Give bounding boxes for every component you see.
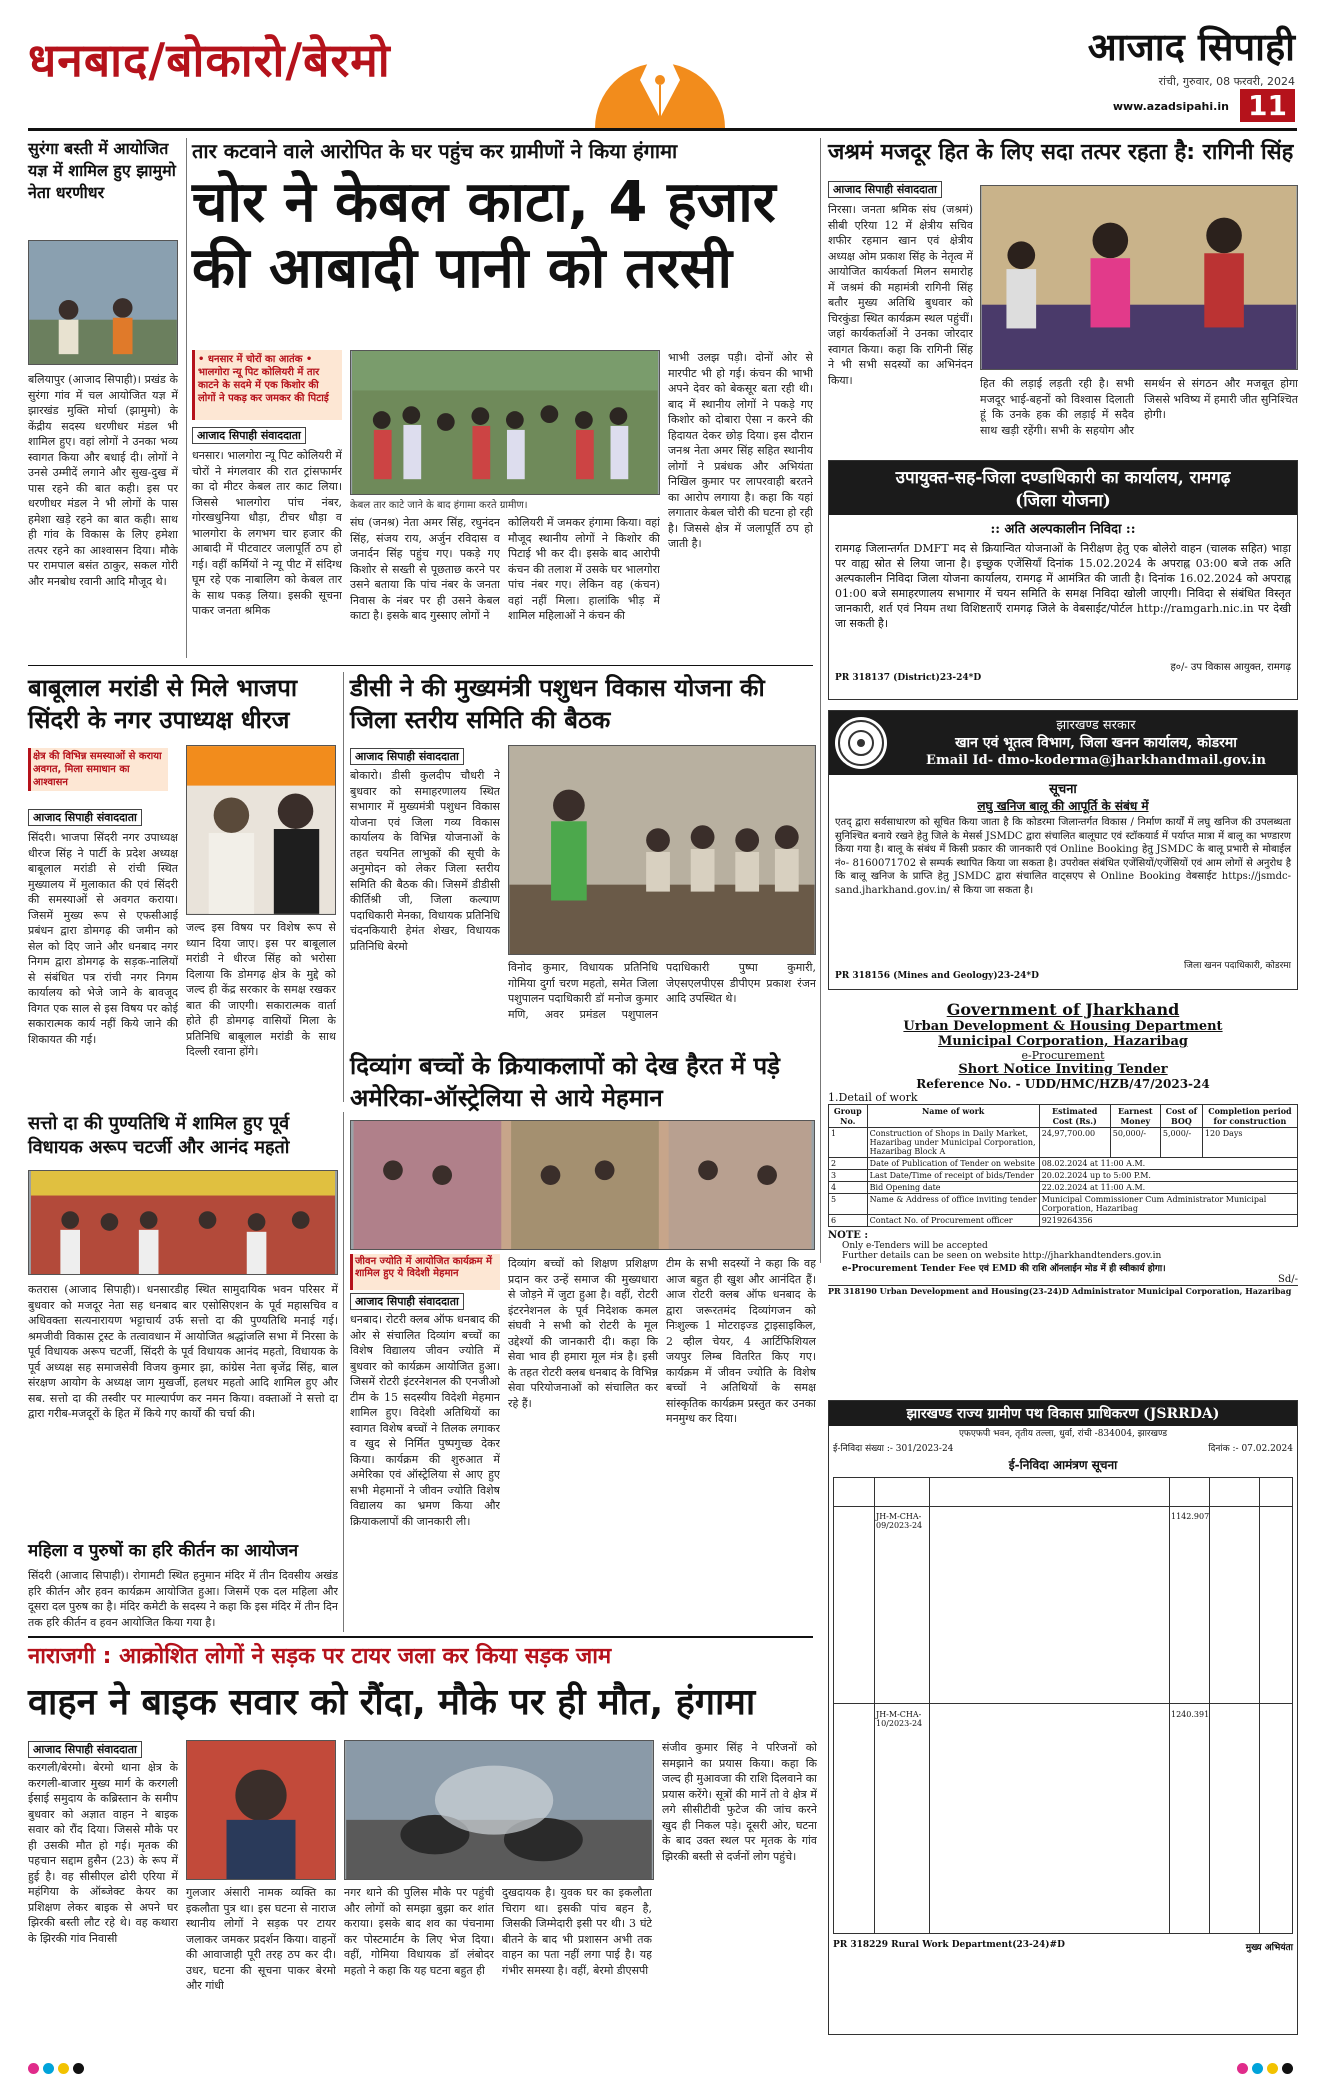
jashramm-byline-wrap [828, 178, 942, 201]
ad-hz-detail: 1.Detail of work [828, 1091, 918, 1104]
ad-hz-td: 120 Days [1202, 1128, 1297, 1158]
pashudhan-headline: डीसी ने की मुख्यमंत्री पशुधन विकास योजना की जिला स्तरीय समिति की बैठक [350, 674, 765, 734]
pashudhan-byline-wrap [350, 745, 464, 768]
story-surunga [28, 138, 178, 204]
color-dot [73, 2063, 84, 2074]
ad-jsrrda-address: एफएफपी भवन, तृतीय तल्ला, धुर्वा, रांची -834004, झारखण्ड [958, 1429, 1168, 1439]
color-dot [1237, 2063, 1248, 2074]
ad-hz-td: 9219264356 [1039, 1215, 1297, 1227]
column-divider [820, 138, 821, 1263]
color-dot [1252, 2063, 1263, 2074]
satto-body: कतरास (आजाद सिपाही)। धनसारडीह स्थित सामुदायिक भवन परिसर में बुधवार को मजदूर नेता सह धनबाद बार एसोसिएशन के पूर्व महासचिव व अधिवक्ता सत्यनारायण भट्टाचार्य उर्फ सत्तो दा की पुण्यतिथि मनाई गई। श्रमजीवी विकास ट्रस्ट के तत्वावधान में आयोजित श्रद्धांजलि सभा में निरसा के पूर्व विधायक अरूप चटर्जी, सिंदरी के पूर्व विधायक आनंद महतो, विधायक के पूर्व अध्यक्ष सह समाजसेवी विजय कुमार झा, कांग्रेस नेता बृजेंद्र सिंह, बाल संरक्षण आयोग के अध्यक्ष जाग मुखर्जी, हलधर महतो आदि शामिल हुए और सब. सत्तो दा की तस्वीर पर माल्यार्पण कर नमन किया। वक्ताओं ने सत्तो दा द्वारा गरीब-मजदूरों के हित में किये गए कार्यों की चर्चा की। [28, 1283, 338, 1420]
ad-koderma-body: एतद् द्वारा सर्वसाधारण को सूचित किया जाता है कि कोडरमा जिलान्तर्गत विकास / निर्माण कार्यों में लघु खनिज की उपलब्धता सुनिश्चित बनाये रखने हेतु जिले के मेसर्स JSMDC द्वारा संचालित बालूघाट एवं स्टॉकयार्ड में पर्याप्त मात्रा में बालू का भण्डारण किया गया है। बालू के संबंध में किसी प्रकार की जानकारी एवं Online Booking हेतु JSMDC के बालू प्रभारी से मोबाईल नं०- 8160071702 से सम्पर्क स्थापित किया जा सकता है। उपरोक्त संबंधित एजेंसियों/एजेंसियों एवं आम लोगों से अनुरोध है कि बालू खनिज के प्राप्ति हेतु JSMDC द्वारा संचालित वाट्सएप से Online Booking वेबसाईट https://jsmdc-sand.jharkhand.gov.in/ से किया जा सकता है। [835, 817, 1291, 896]
ad-jsrrda-col [834, 1478, 875, 1933]
ad-koderma-pr: PR 318156 (Mines and Geology)23-24*D [835, 971, 1039, 981]
section-rule [28, 665, 813, 666]
ad-ramgarh-title [829, 461, 1297, 515]
ad-hz-th: Estimated Cost (Rs.) [1039, 1105, 1110, 1128]
lead-byline-wrap [192, 424, 306, 447]
marandi-byline: आजाद सिपाही संवाददाता [28, 809, 142, 826]
america-byline: आजाद सिपाही संवाददाता [350, 1293, 464, 1310]
jashramm-headline: जश्रमं मजदूर हित के लिए सदा तत्पर रहता है: रागिनी सिंह [828, 140, 1294, 165]
lead-col2: संघ (जनश्र) नेता अमर सिंह, रघुनंदन सिंह, संजय राय, अर्जुन रविदास व जनार्दन सिंह पहुंच गए। पकड़े गए किशोर से सख्ती से पूछताछ करने पर उसने बताया कि पांच नंबर के जनता निवास के नंबर पर ही उसने केबल काटा है। इसके बाद गुस्साए लोगों ने [350, 516, 500, 622]
column-divider [186, 138, 187, 658]
ad-hz-note: e-Procurement Tender Fee एवं EMD की राशि ऑनलाईन मोड में ही स्वीकार्य होगा। [842, 1264, 1166, 1274]
color-dot [1267, 2063, 1278, 2074]
ad-jsrrda-table [833, 1477, 1293, 1934]
ad-hz-ref: Reference No. - UDD/HMC/HZB/47/2023-24 [916, 1077, 1210, 1091]
column-divider [343, 672, 344, 1102]
ad-hz-td: 08.02.2024 at 11:00 A.M. [1039, 1158, 1297, 1170]
ad-jsrrda-row [834, 1703, 1292, 1704]
ad-jsrrda-ref: ई-निविदा संख्या :- 301/2023-24 [833, 1444, 954, 1454]
accident-byline: आजाद सिपाही संवाददाता [28, 1741, 142, 1758]
ad-hz-td: 22.02.2024 at 11:00 A.M. [1039, 1182, 1297, 1194]
ad-hz-td: 5,000/- [1160, 1128, 1202, 1158]
ad-hz-td: 50,000/- [1110, 1128, 1160, 1158]
nib-logo [585, 18, 735, 128]
section-rule [28, 1636, 813, 1638]
masthead [1035, 24, 1295, 122]
ad-hz-td: 20.02.2024 up to 5:00 P.M. [1039, 1170, 1297, 1182]
ad-hz-footer: PR 318190 Urban Development and Housing(23-24)D Administrator Municipal Corporation, Hazaribag [828, 1285, 1298, 1296]
kirtan-headline: महिला व पुरुषों का हरि कीर्तन का आयोजन [28, 1541, 299, 1561]
color-dot [43, 2063, 54, 2074]
accident-col1: करगली/बेरमो। बेरमो थाना क्षेत्र के करगली-बाजार मुख्य मार्ग के करगली ईसाई समुदाय के कब्रिस्तान के समीप बुधवार को अज्ञात वाहन ने बाइक सवार को रौंद दिया। जिससे मौके पर ही उसकी मौत हो गई। मृतक की पहचान सद्दाम हुसैन (23) के रूप में हुई है। वह सीसीएल ढोरी एरिया में महंगिया के ऑब्जेक्ट केयर का प्रशिक्षण लेकर बाइक से अपने घर झिरकी बस्ती लौट रहे थे। वह कथारा के झिरकी गांव निवासी [28, 1761, 178, 1945]
ad-ramgarh [828, 460, 1298, 700]
ad-hz-td: Municipal Commissioner Cum Administrator Municipal Corporation, Hazaribag [1039, 1194, 1297, 1215]
ad-jsrrda-amount: 1142.907 [1171, 1512, 1210, 1521]
marandi-photo [186, 745, 336, 915]
pashudhan-body: बोकारो। डीसी कुलदीप चौधरी ने बुधवार को समाहरणालय स्थित सभागार में मुख्यमंत्री पशुधन विकास योजना एवं जिला गव्य विकास कार्यालय के विभिन्न योजनाओं के तहत चयनित लाभुकों की सूची के अनुमोदन को लेकर जिला स्तरीय समिति की बैठक की। जिसमें डीडीसी कीर्तिश्री जी, जिला कल्याण पदाधिकारी मेनका, विधायक प्रतिनिधि चंदनकियारी हेमंत शेखर, विधायक प्रतिनिधि बेरमो [350, 769, 500, 953]
ad-hz-table [828, 1104, 1298, 1227]
accident-col5: संजीव कुमार सिंह ने परिजनों को समझाने का प्रयास किया। कहा कि जल्द ही मुआवजा की राशि दिलवाने का प्रयास करेंगे। सूत्रों की मानें तो वे क्षेत्र में लगे सीसीटीवी फुटेज की जांच करने खुद ही निकल पड़े। दूसरी ओर, घटना के बाद उक्त स्थल पर मृतक के गांव झिरकी बस्ती से दर्जनों लोग पहुंचे। [662, 1741, 817, 1863]
ad-jsrrda-footer-line [829, 1938, 1297, 1955]
story-surunga-body: बलियापुर (आजाद सिपाही)। प्रखंड के सुरंगा गांव में चल आयोजित यज्ञ में झारखंड मुक्ति मोर्चा (झामुमो) के केंद्रीय सदस्य धरणीधर मंडल भी शामिल हुए। वहां लोगों ने उनका भव्य स्वागत किया और बधाई दी। लोगों ने उनसे उम्मीदें लगाने और सुख-दुख में पास रहने की बात कही। इस पर धरणीधर मंडल ने भी लोगों के पास हमेशा खड़े रहने का बात कही। साथ ही गांव के विकास के लिए हमेशा तत्पर रहने का आश्वासन दिया। मौके पर रामपाल बसंत ठाकुर, सकल गोरी और मनबोध रवानी आदि मौजूद थे। [28, 373, 178, 588]
ad-koderma-notice: सूचना [1049, 782, 1077, 797]
ad-hz-td: Contact No. of Procurement officer [867, 1215, 1039, 1227]
ad-ramgarh-body: रामगढ़ जिलान्तर्गत DMFT मद से क्रियान्वित योजनाओं के निरीक्षण हेतु एक बोलेरो वाहन (चालक सहित) भाड़ा पर वाह्य स्रोत से लिया जाना है। इच्छुक एजेंसियाँ दिनांक 15.02.2024 के अपराह्न 03:00 बजे तक अति अल्पकालीन निविदा जिला योजना कार्यालय, रामगढ़ में आमंत्रित की जाती है। दिनांक 16.02.2024 को अपराह्न 01:00 बजे समाहरणालय सभागार में चयन समिति के समक्ष निविदा खोली जाएगी। निविदा से संबंधित विस्तृत जानकारी, शर्त एवं नियम तथा विशिष्टताएँ रामगढ़ जिले के वेबसाईट/पोर्टल http://ramgarh.nic.in पर देखी जा सकती है। [835, 542, 1291, 630]
ad-hz-td: 6 [829, 1215, 868, 1227]
ad-hz-note: Only e-Tenders will be accepted [842, 1241, 988, 1251]
jharkhand-emblem-icon [835, 717, 887, 769]
ad-hz-sign: Sd/- [1278, 1274, 1298, 1285]
footer-dots-right [1237, 2059, 1297, 2073]
ad-hz-dept: Urban Development & Housing Department [903, 1019, 1223, 1034]
america-photo [350, 1120, 815, 1250]
ad-koderma-header [829, 711, 1297, 775]
ad-hz-td: Name & Address of office inviting tender [867, 1194, 1039, 1215]
jashramm-photo [980, 185, 1298, 370]
ad-jsrrda-col [874, 1478, 930, 1933]
ad-ramgarh-title-text: उपायुक्त-सह-जिला दण्डाधिकारी का कार्यालय, रामगढ़ [895, 468, 1231, 488]
ad-hz-td: 3 [829, 1170, 868, 1182]
ad-hz-td: 4 [829, 1182, 868, 1194]
ad-hz-th: Name of work [867, 1105, 1039, 1128]
accident-kicker-label: नाराजगी : [28, 1644, 112, 1669]
ad-koderma [828, 710, 1298, 990]
ad-hz-td: 1 [829, 1128, 868, 1158]
pashudhan-body2: विनोद कुमार, विधायक प्रतिनिधि गोमिया दुर्गा चरण महतो, समेत जिला पशुपालन पदाधिकारी डॉ मनोज कुमार मणि, अवर प्रमंडल पशुपालन पदाधिकारी पुष्पा कुमारी, जेएसएलपीएस डीपीएम प्रकाश रंजन आदि उपस्थित थे। [508, 961, 816, 1021]
ad-ramgarh-subtitle: (जिला योजना) [1015, 491, 1111, 511]
ad-jsrrda-amount: 1240.391 [1171, 1710, 1210, 1719]
ad-hz-td: 2 [829, 1158, 868, 1170]
ad-hz-td: Date of Publication of Tender on website [867, 1158, 1039, 1170]
ad-hz-td: Construction of Shops in Daily Market, Hazaribag under Municipal Corporation, Hazaribag Block A [867, 1128, 1039, 1158]
column-divider [343, 1112, 344, 1632]
ad-jsrrda-sign: मुख्य अभियंता [1245, 1943, 1293, 1953]
accident-col2: गुलजार अंसारी नामक व्यक्ति का इकलौता पुत्र था। इस घटना से नाराज स्थानीय लोगों ने सड़क पर टायर जलाकर जमकर प्रदर्शन किया। वाहनों की आवाजाही पूरी तरह ठप कर दी। उधर, घटना की सूचना पाकर बेरमो और गांधी [186, 1886, 336, 1992]
ad-jsrrda-row [834, 1506, 1292, 1507]
america-byline-wrap [350, 1290, 464, 1313]
ad-hz-notice: Short Notice Inviting Tender [958, 1062, 1168, 1077]
lead-photo-caption: केबल तार काटे जाने के बाद हंगामा करते ग्रामीण। [350, 500, 528, 511]
accident-headline: वाहन ने बाइक सवार को रौंदा, मौके पर ही मौत, हंगामा [28, 1682, 756, 1723]
accident-byline-wrap [28, 1738, 142, 1761]
ad-hz-td: Bid Opening date [867, 1182, 1039, 1194]
lead-col4: भाभी उलझ पड़ी। दोनों ओर से मारपीट भी हो गई। कंचन की भाभी अपने देवर को बेकसूर बता रही थी। बाद में स्थानीय लोगों ने पकड़े गए किशोर को दोबारा ऐसा न करने की हिदायत देकर छोड़ दिया। इस दौरान जनश्र नेता अमर सिंह सहित स्थानीय लोगों ने प्रबंधक और अभियंता निखिल कुमार पर लापरवाही बरतने का आरोप लगाया है। कहा कि यहां लगातार केबल चोरी की घटना हो रही है। जिससे क्षेत्र में जलापूर्ति ठप हो जाती है। [668, 351, 813, 550]
ad-koderma-sign: जिला खनन पदाधिकारी, कोडरमा [1183, 961, 1291, 971]
satto-photo [28, 1170, 338, 1275]
lead-byline: आजाद सिपाही संवाददाता [192, 427, 306, 444]
ad-hz-th: Cost of BOQ [1160, 1105, 1202, 1128]
lead-photo [350, 350, 660, 495]
lead-headline-1: चोर ने केबल काटा, 4 हजार [192, 170, 776, 235]
lead-col1: धनसार। भालगोरा न्यू पिट कोलियरी में चोरों ने मंगलवार की रात ट्रांसफार्मर का दो मीटर केबल तार काट लिया। जिससे भालगोरा पांच नंबर, गोरखधुनिया धौड़ा, टीचर धौड़ा व भालगोरा के लगभग चार हजार की आबादी में पीटवाटर जलापूर्ति ठप हो गई। वहीं कर्मियों ने न्यू पीट में संदिग्ध घूम रहे एक नाबालिग को केबल तार के साथ पकड़ लिया। इसकी सूचना पाकर जनता श्रमिक [192, 449, 342, 617]
ad-koderma-email: Email Id- dmo-koderma@jharkhandmail.gov.in [926, 753, 1266, 768]
footer-dots-left [28, 2059, 88, 2073]
ad-hz-th: Completion period for construction [1202, 1105, 1297, 1128]
america-body2: दिव्यांग बच्चों को शिक्षण प्रशिक्षण प्रदान कर उन्हें समाज की मुख्यधारा से जोड़ने में जुटा हुआ है। वहीं, रोटरी इंटरनेशनल के पूर्व निदेशक कमल संघवी ने सभी को रोटरी के मूल उद्देश्यों की जानकारी दी। कहा कि सेवा भाव ही हमारा मूल मंत्र है। इसी के तहत रोटरी क्लब धनबाद के विभिन्न सेवा परियोजनाओं को संचालित कर रहे हैं। [508, 1257, 658, 1410]
marandi-headline: बाबूलाल मरांडी से मिले भाजपा सिंदरी के नगर उपाध्यक्ष धीरज [28, 674, 298, 734]
ad-hz-corp: Municipal Corporation, Hazaribag [938, 1034, 1188, 1049]
ad-jsrrda-col [1209, 1478, 1260, 1933]
marandi-byline-wrap [28, 806, 142, 829]
ad-jsrrda [828, 1400, 1298, 2035]
lead-headline-2: की आबादी पानी को तरसी [192, 236, 733, 301]
america-highlight-box [350, 1254, 500, 1290]
marandi-highlight: क्षेत्र की विभिन्न समस्याओं से कराया अवगत, मिला समाधान का आश्वासन [33, 751, 162, 788]
america-highlight: जीवन ज्योति में आयोजित कार्यक्रम में शामिल हुए ये विदेशी मेहमान [355, 1256, 492, 1279]
paper-name: आजाद सिपाही [1087, 25, 1295, 69]
ad-hz-note: Further details can be seen on website http://jharkhandtenders.gov.in [842, 1251, 1162, 1261]
ad-hz-td: 5 [829, 1194, 868, 1215]
surunga-photo [28, 240, 178, 365]
america-body: धनबाद। रोटरी क्लब ऑफ धनबाद की ओर से संचालित दिव्यांग बच्चों का विशेष विद्यालय जीवन ज्योति में बुधवार को कार्यक्रम आयोजित हुआ। जिसमें रोटरी इंटरनेशनल की एनजीओ टीम के 15 सदस्यीय विदेशी मेहमान शामिल हुए। विदेशी अतिथियों का स्वागत विशेष बच्चों ने तिलक लगाकर व खुद से निर्मित पुष्पगुच्छ देकर किया। कार्यक्रम की शुरुआत में अमेरिका एवं ऑस्ट्रेलिया से आए हुए सभी मेहमानों ने जीवन ज्योति विशेष विद्यालय का भ्रमण किया और क्रियाकलापों की जानकारी ली। [350, 1313, 500, 1528]
ad-jsrrda-col [1169, 1478, 1210, 1933]
color-dot [58, 2063, 69, 2074]
section-title: धनबाद/बोकारो/बेरमो [28, 33, 391, 87]
accident-kicker: आक्रोशित लोगों ने सड़क पर टायर जला कर किया सड़क जाम [119, 1644, 612, 1669]
lead-highlight: • धनसार में चोरों का आतंक • भालगोरा न्यू पिट कोलियरी में तार काटने के सदमे में एक किशोर की लोगों ने पकड़ कर जमकर की पिटाई [198, 354, 329, 404]
kirtan-body: सिंदरी (आजाद सिपाही)। रोगामटी स्थित हनुमान मंदिर में तीन दिवसीय अखंड हरि कीर्तन और हवन कार्यक्रम आयोजित हुआ। जिसमें एक दल महिला और दूसरा दल पुरुष का है। मंदिर कमेटी के सदस्य ने कहा कि इस मंदिर में तीन दिन तक हरि कीर्तन व हवन आयोजित किया गया है। [28, 1569, 338, 1629]
jashramm-byline: आजाद सिपाही संवाददाता [828, 181, 942, 198]
ad-jsrrda-group: JH-M-CHA-09/2023-24 [876, 1512, 923, 1530]
ad-hazaribag [828, 1000, 1298, 1395]
lead-highlight-box [192, 350, 342, 420]
ad-hz-gov: Government of Jharkhand [946, 1000, 1180, 1019]
ad-ramgarh-pr: PR 318137 (District)23-24*D [835, 673, 982, 683]
marandi-body2: जल्द इस विषय पर विशेष रूप से ध्यान दिया जाए। इस पर बाबूलाल मरांडी ने धीरज सिंह को भरोसा दिलाया कि डोमगढ़ क्षेत्र के मुद्दे को जल्द ही केंद्र सरकार के समक्ष रखकर बात की जाएगी। सकारात्मक वार्ता होते ही डोमगढ़ वासियों मिला के प्रतिनिधि बाबूलाल मरांडी के साथ दिल्ली रवाना होंगे। [186, 921, 336, 1058]
ad-hz-th: Group No. [829, 1105, 868, 1128]
color-dot [28, 2063, 39, 2074]
accident-kicker-line [28, 1642, 818, 1672]
pashudhan-byline: आजाद सिपाही संवाददाता [350, 748, 464, 765]
masthead-rule [28, 128, 1297, 131]
lead-kicker: तार कटवाने वाले आरोपित के घर पहुंच कर ग्रामीणों ने किया हंगामा [192, 139, 678, 163]
ad-koderma-line2: खान एवं भूतत्व विभाग, जिला खनन कार्यालय, कोडरमा [955, 735, 1237, 751]
america-body3: टीम के सभी सदस्यों ने कहा कि वह आज बहुत ही खुश और आनंदित हैं। आज रोटरी क्लब ऑफ धनबाद के द्वारा जरूरतमंद दिव्यांगजन को निःशुल्क 1 मोटराइज्ड ट्राइसाइकिल, 2 व्हील चेयर, 4 आर्टिफिशियल जयपुर लिम्ब वितरित किए गए। कार्यक्रम में जीवन ज्योति के विशेष बच्चों ने अतिथियों के समक्ष सांस्कृतिक कार्यक्रम प्रस्तुत कर उनका मनमुग्ध कर दिया। [666, 1257, 816, 1425]
pashudhan-photo [508, 745, 816, 955]
ad-hz-eproc: e-Procurement [1021, 1049, 1105, 1062]
ad-jsrrda-title: झारखण्ड राज्य ग्रामीण पथ विकास प्राधिकरण (JSRRDA) [829, 1401, 1297, 1426]
accident-col3: नगर थाने की पुलिस मौके पर पहुंची और लोगों को समझा बुझा कर शांत कराया। इसके बाद शव का पंचनामा कर पोस्टमार्टम के लिए भेज दिया। वहीं, गोमिया विधायक डॉ लंबोदर महतो ने कहा कि यह घटना बहुत ही [344, 1886, 494, 1977]
marandi-body: सिंदरी। भाजपा सिंदरी नगर उपाध्यक्ष धीरज सिंह ने पार्टी के प्रदेश अध्यक्ष बाबूलाल मरांडी से रांची स्थित मुख्यालय में मुलाकात की एवं सिंदरी की समस्याओं से अवगत कराया। जिसमें मुख्य रूप से एफसीआई प्रबंधन द्वारा डोमगढ़ की जमीन को सेल को दिए जाने और धनबाद नगर निगम द्वारा डोमगढ़ के सड़क-नालियों से संबंधित पत्र रांची नगर निगम कार्यालय को भेजे जाने के बावजूद विगत एक साल से इस विषय पर कोई सकारात्मक कार्य नहीं किये जाने की शिकायत की गई। [28, 831, 178, 1046]
ad-hz-th: Earnest Money [1110, 1105, 1160, 1128]
ad-koderma-subject: लघु खनिज बालू की आपूर्ति के संबंध में [977, 799, 1149, 813]
jashramm-body2: हित की लड़ाई लड़ती रही है। सभी मजदूर भाई-बहनों को विश्वास दिलाती हूं कि उनके हक की लड़ाई में सदैव साथ खड़ी रहेंगी। सभी के सहयोग और समर्थन से संगठन और मजबूत होगा जिससे भविष्य में हमारी जीत सुनिश्चित होगी। [980, 377, 1298, 437]
ad-jsrrda-footer: PR 318229 Rural Work Department(23-24)#D [833, 1940, 1065, 1950]
ad-hz-td: 24,97,700.00 [1039, 1128, 1110, 1158]
ad-ramgarh-sign: ह०/- उप विकास आयुक्त, रामगढ़ [1170, 662, 1291, 673]
ad-jsrrda-date: दिनांक :- 07.02.2024 [1208, 1444, 1293, 1454]
ad-ramgarh-notice: :: अति अल्पकालीन निविदा :: [990, 522, 1136, 537]
accident-victim-photo [186, 1740, 336, 1880]
marandi-highlight-box [28, 748, 168, 791]
ad-hz-note-label: NOTE : [828, 1230, 869, 1241]
ad-jsrrda-notice: ई-निविदा आमंत्रण सूचना [1008, 1458, 1118, 1472]
ad-jsrrda-group: JH-M-CHA-10/2023-24 [876, 1710, 923, 1728]
page-number: 11 [1240, 89, 1295, 122]
satto-headline: सत्तो दा की पुण्यतिथि में शामिल हुए पूर्व विधायक अरूप चटर्जी और आनंद महतो [28, 1113, 290, 1158]
ad-koderma-line1: झारखण्ड सरकार [1056, 718, 1136, 733]
accident-road-photo [344, 1740, 654, 1880]
website: www.azadsipahi.in [1112, 100, 1229, 113]
ad-hz-td: Last Date/Time of receipt of bids/Tender [867, 1170, 1039, 1182]
ad-jsrrda-refline [829, 1439, 1297, 1456]
america-headline: दिव्यांग बच्चों के क्रियाकलापों को देख हैरत में पड़े अमेरिका-ऑस्ट्रेलिया से आये मेहमान [350, 1052, 780, 1112]
lead-col3: कोलियरी में जमकर हंगामा किया। वहां मौजूद स्थानीय लोगों ने किशोर की पिटाई भी कर दी। इसके बाद आरोपी कंचन की तलाश में उसके घर भालगोरा पांच नंबर गए। लेकिन वह (कंचन) वहां नहीं मिला। हालांकि भीड़ में शामिल महिलाओं ने कंचन की [508, 516, 660, 622]
jashramm-body: निरसा। जनता श्रमिक संघ (जश्रमं) सीबी एरिया 12 में क्षेत्रीय सचिव शफीर रहमान खान एवं क्षेत्रीय अध्यक्ष ओम प्रकाश सिंह के नेतृत्व में आयोजित कार्यकर्ता मिलन समारोह में जश्रमं की महामंत्री रागिनी सिंह बतौर मुख्य अतिथि बुधवार को चिरकुंडा स्थित कार्यक्रम स्थल पहुंचीं। जहां कार्यकर्ताओं ने उनका जोरदार स्वागत किया। कहा कि रागिनी सिंह ने भी सभी सदस्यों का अभिनंदन किया। [828, 203, 973, 387]
accident-col4: दुखदायक है। युवक घर का इकलौता चिराग था। इसकी पांच बहन है, जिसकी जिम्मेदारी इसी पर थी। 3 घंटे बीतने के बाद भी प्रशासन अभी तक वाहन का पता नहीं लगा पाई है। यह गंभीर समस्या है। वहीं, बेरमो डीएसपी [502, 1886, 652, 1977]
color-dot [1282, 2063, 1293, 2074]
issue-date: रांची, गुरुवार, 08 फरवरी, 2024 [1158, 75, 1295, 88]
ad-jsrrda-col [929, 1478, 1170, 1933]
story-surunga-headline: सुरंगा बस्ती में आयोजित यज्ञ में शामिल हुए झामुमो नेता धरणीधर [28, 139, 176, 202]
